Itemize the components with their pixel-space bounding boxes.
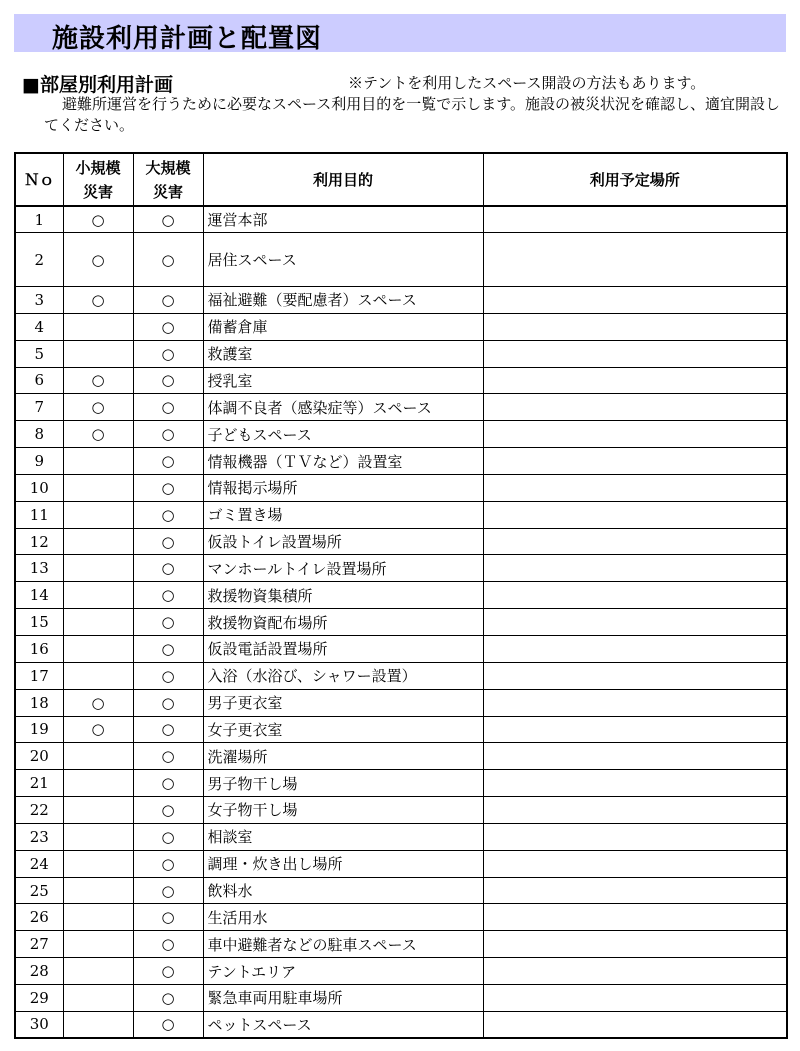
row-large-disaster-mark: ○ xyxy=(133,877,203,904)
row-location xyxy=(483,636,787,663)
row-no: 2 xyxy=(15,233,63,287)
table-row xyxy=(15,474,787,501)
header-large-line2: 災害 xyxy=(152,182,183,201)
row-purpose: 情報掲示場所 xyxy=(203,474,483,501)
row-small-disaster-mark xyxy=(63,474,133,501)
row-location xyxy=(483,1011,787,1038)
row-no: 19 xyxy=(15,716,63,743)
header-small-line2: 災害 xyxy=(82,182,113,201)
row-large-disaster-mark: ○ xyxy=(133,689,203,716)
row-large-disaster-mark: ○ xyxy=(133,850,203,877)
row-no: 5 xyxy=(15,340,63,367)
table-row xyxy=(15,877,787,904)
row-small-disaster-mark xyxy=(63,609,133,636)
row-purpose: 男子更衣室 xyxy=(203,689,483,716)
row-large-disaster-mark: ○ xyxy=(133,233,203,287)
row-location xyxy=(483,877,787,904)
table-row xyxy=(15,904,787,931)
row-small-disaster-mark xyxy=(63,313,133,340)
row-no: 1 xyxy=(15,206,63,233)
row-location xyxy=(483,313,787,340)
row-purpose: 仮設電話設置場所 xyxy=(203,636,483,663)
row-large-disaster-mark: ○ xyxy=(133,287,203,314)
row-purpose: 仮設トイレ設置場所 xyxy=(203,528,483,555)
row-purpose: ペットスペース xyxy=(203,1011,483,1038)
row-large-disaster-mark: ○ xyxy=(133,555,203,582)
row-purpose: 洗濯場所 xyxy=(203,743,483,770)
row-purpose: 入浴（水浴び、シャワー設置） xyxy=(203,662,483,689)
row-small-disaster-mark: ○ xyxy=(63,287,133,314)
row-large-disaster-mark: ○ xyxy=(133,716,203,743)
row-small-disaster-mark xyxy=(63,797,133,824)
row-purpose: 女子更衣室 xyxy=(203,716,483,743)
row-small-disaster-mark xyxy=(63,1011,133,1038)
row-location xyxy=(483,716,787,743)
table-row xyxy=(15,501,787,528)
row-location xyxy=(483,743,787,770)
header-large-disaster xyxy=(133,153,203,206)
row-no: 15 xyxy=(15,609,63,636)
header-large-line1: 大規模 xyxy=(145,158,191,177)
table-row xyxy=(15,850,787,877)
row-location xyxy=(483,662,787,689)
title-bar xyxy=(14,14,786,52)
row-no: 7 xyxy=(15,394,63,421)
row-large-disaster-mark: ○ xyxy=(133,743,203,770)
row-no: 21 xyxy=(15,770,63,797)
row-large-disaster-mark: ○ xyxy=(133,528,203,555)
row-location xyxy=(483,340,787,367)
row-small-disaster-mark xyxy=(63,770,133,797)
row-purpose: 男子物干し場 xyxy=(203,770,483,797)
table-row xyxy=(15,770,787,797)
row-purpose: ゴミ置き場 xyxy=(203,501,483,528)
row-large-disaster-mark: ○ xyxy=(133,474,203,501)
table-row xyxy=(15,636,787,663)
row-purpose: 福祉避難（要配慮者）スペース xyxy=(203,287,483,314)
row-large-disaster-mark: ○ xyxy=(133,904,203,931)
table-row xyxy=(15,313,787,340)
row-small-disaster-mark: ○ xyxy=(63,689,133,716)
row-large-disaster-mark: ○ xyxy=(133,958,203,985)
table-row xyxy=(15,662,787,689)
row-purpose: 相談室 xyxy=(203,823,483,850)
row-purpose: 生活用水 xyxy=(203,904,483,931)
row-purpose: 体調不良者（感染症等）スペース xyxy=(203,394,483,421)
table-row xyxy=(15,528,787,555)
row-purpose: 救援物資集積所 xyxy=(203,582,483,609)
row-small-disaster-mark xyxy=(63,984,133,1011)
row-small-disaster-mark xyxy=(63,904,133,931)
row-small-disaster-mark xyxy=(63,448,133,475)
row-small-disaster-mark: ○ xyxy=(63,421,133,448)
row-large-disaster-mark: ○ xyxy=(133,636,203,663)
row-small-disaster-mark xyxy=(63,823,133,850)
row-large-disaster-mark: ○ xyxy=(133,206,203,233)
row-no: 23 xyxy=(15,823,63,850)
row-location xyxy=(483,421,787,448)
header-location: 利用予定場所 xyxy=(483,153,787,206)
row-large-disaster-mark: ○ xyxy=(133,421,203,448)
row-location xyxy=(483,984,787,1011)
row-location xyxy=(483,797,787,824)
row-small-disaster-mark xyxy=(63,555,133,582)
header-small-disaster xyxy=(63,153,133,206)
row-no: 3 xyxy=(15,287,63,314)
row-small-disaster-mark xyxy=(63,958,133,985)
row-location xyxy=(483,501,787,528)
row-no: 17 xyxy=(15,662,63,689)
row-location xyxy=(483,689,787,716)
row-large-disaster-mark: ○ xyxy=(133,501,203,528)
row-no: 18 xyxy=(15,689,63,716)
row-no: 12 xyxy=(15,528,63,555)
table-row xyxy=(15,555,787,582)
row-large-disaster-mark: ○ xyxy=(133,1011,203,1038)
row-large-disaster-mark: ○ xyxy=(133,582,203,609)
row-purpose: 子どもスペース xyxy=(203,421,483,448)
row-no: 14 xyxy=(15,582,63,609)
row-no: 13 xyxy=(15,555,63,582)
row-purpose: 調理・炊き出し場所 xyxy=(203,850,483,877)
room-usage-table xyxy=(14,152,788,1039)
header-purpose: 利用目的 xyxy=(203,153,483,206)
row-location xyxy=(483,850,787,877)
table-row xyxy=(15,609,787,636)
row-small-disaster-mark xyxy=(63,743,133,770)
row-location xyxy=(483,555,787,582)
row-location xyxy=(483,958,787,985)
row-large-disaster-mark: ○ xyxy=(133,770,203,797)
row-location xyxy=(483,582,787,609)
row-no: 6 xyxy=(15,367,63,394)
row-large-disaster-mark: ○ xyxy=(133,931,203,958)
row-small-disaster-mark: ○ xyxy=(63,716,133,743)
row-no: 29 xyxy=(15,984,63,1011)
row-no: 11 xyxy=(15,501,63,528)
row-no: 26 xyxy=(15,904,63,931)
row-location xyxy=(483,770,787,797)
table-row xyxy=(15,1011,787,1038)
table-row xyxy=(15,340,787,367)
tent-note: ※テントを利用したスペース開設の方法もあります。 xyxy=(348,74,706,92)
row-large-disaster-mark: ○ xyxy=(133,367,203,394)
table-row xyxy=(15,582,787,609)
row-purpose: マンホールトイレ設置場所 xyxy=(203,555,483,582)
row-small-disaster-mark xyxy=(63,662,133,689)
row-large-disaster-mark: ○ xyxy=(133,448,203,475)
row-purpose: 情報機器（ＴＶなど）設置室 xyxy=(203,448,483,475)
row-location xyxy=(483,904,787,931)
row-purpose: 緊急車両用駐車場所 xyxy=(203,984,483,1011)
row-no: 30 xyxy=(15,1011,63,1038)
row-purpose: 居住スペース xyxy=(203,233,483,287)
row-large-disaster-mark: ○ xyxy=(133,984,203,1011)
table-row xyxy=(15,367,787,394)
table-row xyxy=(15,716,787,743)
row-large-disaster-mark: ○ xyxy=(133,313,203,340)
row-large-disaster-mark: ○ xyxy=(133,823,203,850)
row-location xyxy=(483,367,787,394)
row-no: 8 xyxy=(15,421,63,448)
row-large-disaster-mark: ○ xyxy=(133,340,203,367)
row-purpose: 救援物資配布場所 xyxy=(203,609,483,636)
row-location xyxy=(483,474,787,501)
header-no: Ｎｏ xyxy=(15,153,63,206)
row-location xyxy=(483,823,787,850)
row-large-disaster-mark: ○ xyxy=(133,394,203,421)
row-large-disaster-mark: ○ xyxy=(133,797,203,824)
row-small-disaster-mark xyxy=(63,931,133,958)
row-purpose: 飲料水 xyxy=(203,877,483,904)
row-small-disaster-mark: ○ xyxy=(63,394,133,421)
section-heading: ■部屋別利用計画 xyxy=(22,74,173,96)
row-no: 25 xyxy=(15,877,63,904)
table-row xyxy=(15,287,787,314)
row-no: 16 xyxy=(15,636,63,663)
row-small-disaster-mark xyxy=(63,636,133,663)
row-no: 27 xyxy=(15,931,63,958)
row-purpose: 車中避難者などの駐車スペース xyxy=(203,931,483,958)
row-no: 22 xyxy=(15,797,63,824)
table-row xyxy=(15,448,787,475)
row-no: 24 xyxy=(15,850,63,877)
row-location xyxy=(483,394,787,421)
row-purpose: 救護室 xyxy=(203,340,483,367)
row-large-disaster-mark: ○ xyxy=(133,662,203,689)
table-row xyxy=(15,958,787,985)
row-purpose: 女子物干し場 xyxy=(203,797,483,824)
section-description: 避難所運営を行うために必要なスペース利用目的を一覧で示します。施設の被災状況を確認し、適宜開設してください。 xyxy=(44,95,781,134)
row-no: 20 xyxy=(15,743,63,770)
table-row xyxy=(15,394,787,421)
table-header-row xyxy=(15,153,787,206)
row-small-disaster-mark: ○ xyxy=(63,367,133,394)
row-no: 4 xyxy=(15,313,63,340)
table-row xyxy=(15,984,787,1011)
row-location xyxy=(483,448,787,475)
row-small-disaster-mark: ○ xyxy=(63,233,133,287)
table-row xyxy=(15,689,787,716)
table-row xyxy=(15,743,787,770)
table-row xyxy=(15,931,787,958)
row-location xyxy=(483,609,787,636)
row-purpose: テントエリア xyxy=(203,958,483,985)
row-location xyxy=(483,931,787,958)
row-location xyxy=(483,287,787,314)
table-row xyxy=(15,233,787,287)
row-location xyxy=(483,528,787,555)
row-location xyxy=(483,206,787,233)
row-no: 28 xyxy=(15,958,63,985)
row-small-disaster-mark xyxy=(63,528,133,555)
table-row xyxy=(15,797,787,824)
row-purpose: 授乳室 xyxy=(203,367,483,394)
header-small-line1: 小規模 xyxy=(75,158,121,177)
row-no: 10 xyxy=(15,474,63,501)
row-small-disaster-mark xyxy=(63,877,133,904)
row-small-disaster-mark xyxy=(63,582,133,609)
table-row xyxy=(15,206,787,233)
row-small-disaster-mark xyxy=(63,850,133,877)
row-location xyxy=(483,233,787,287)
row-no: 9 xyxy=(15,448,63,475)
row-small-disaster-mark xyxy=(63,340,133,367)
row-small-disaster-mark: ○ xyxy=(63,206,133,233)
table-row xyxy=(15,421,787,448)
row-large-disaster-mark: ○ xyxy=(133,609,203,636)
row-small-disaster-mark xyxy=(63,501,133,528)
table-row xyxy=(15,823,787,850)
page-title: 施設利用計画と配置図 xyxy=(52,24,323,54)
row-purpose: 備蓄倉庫 xyxy=(203,313,483,340)
row-purpose: 運営本部 xyxy=(203,206,483,233)
